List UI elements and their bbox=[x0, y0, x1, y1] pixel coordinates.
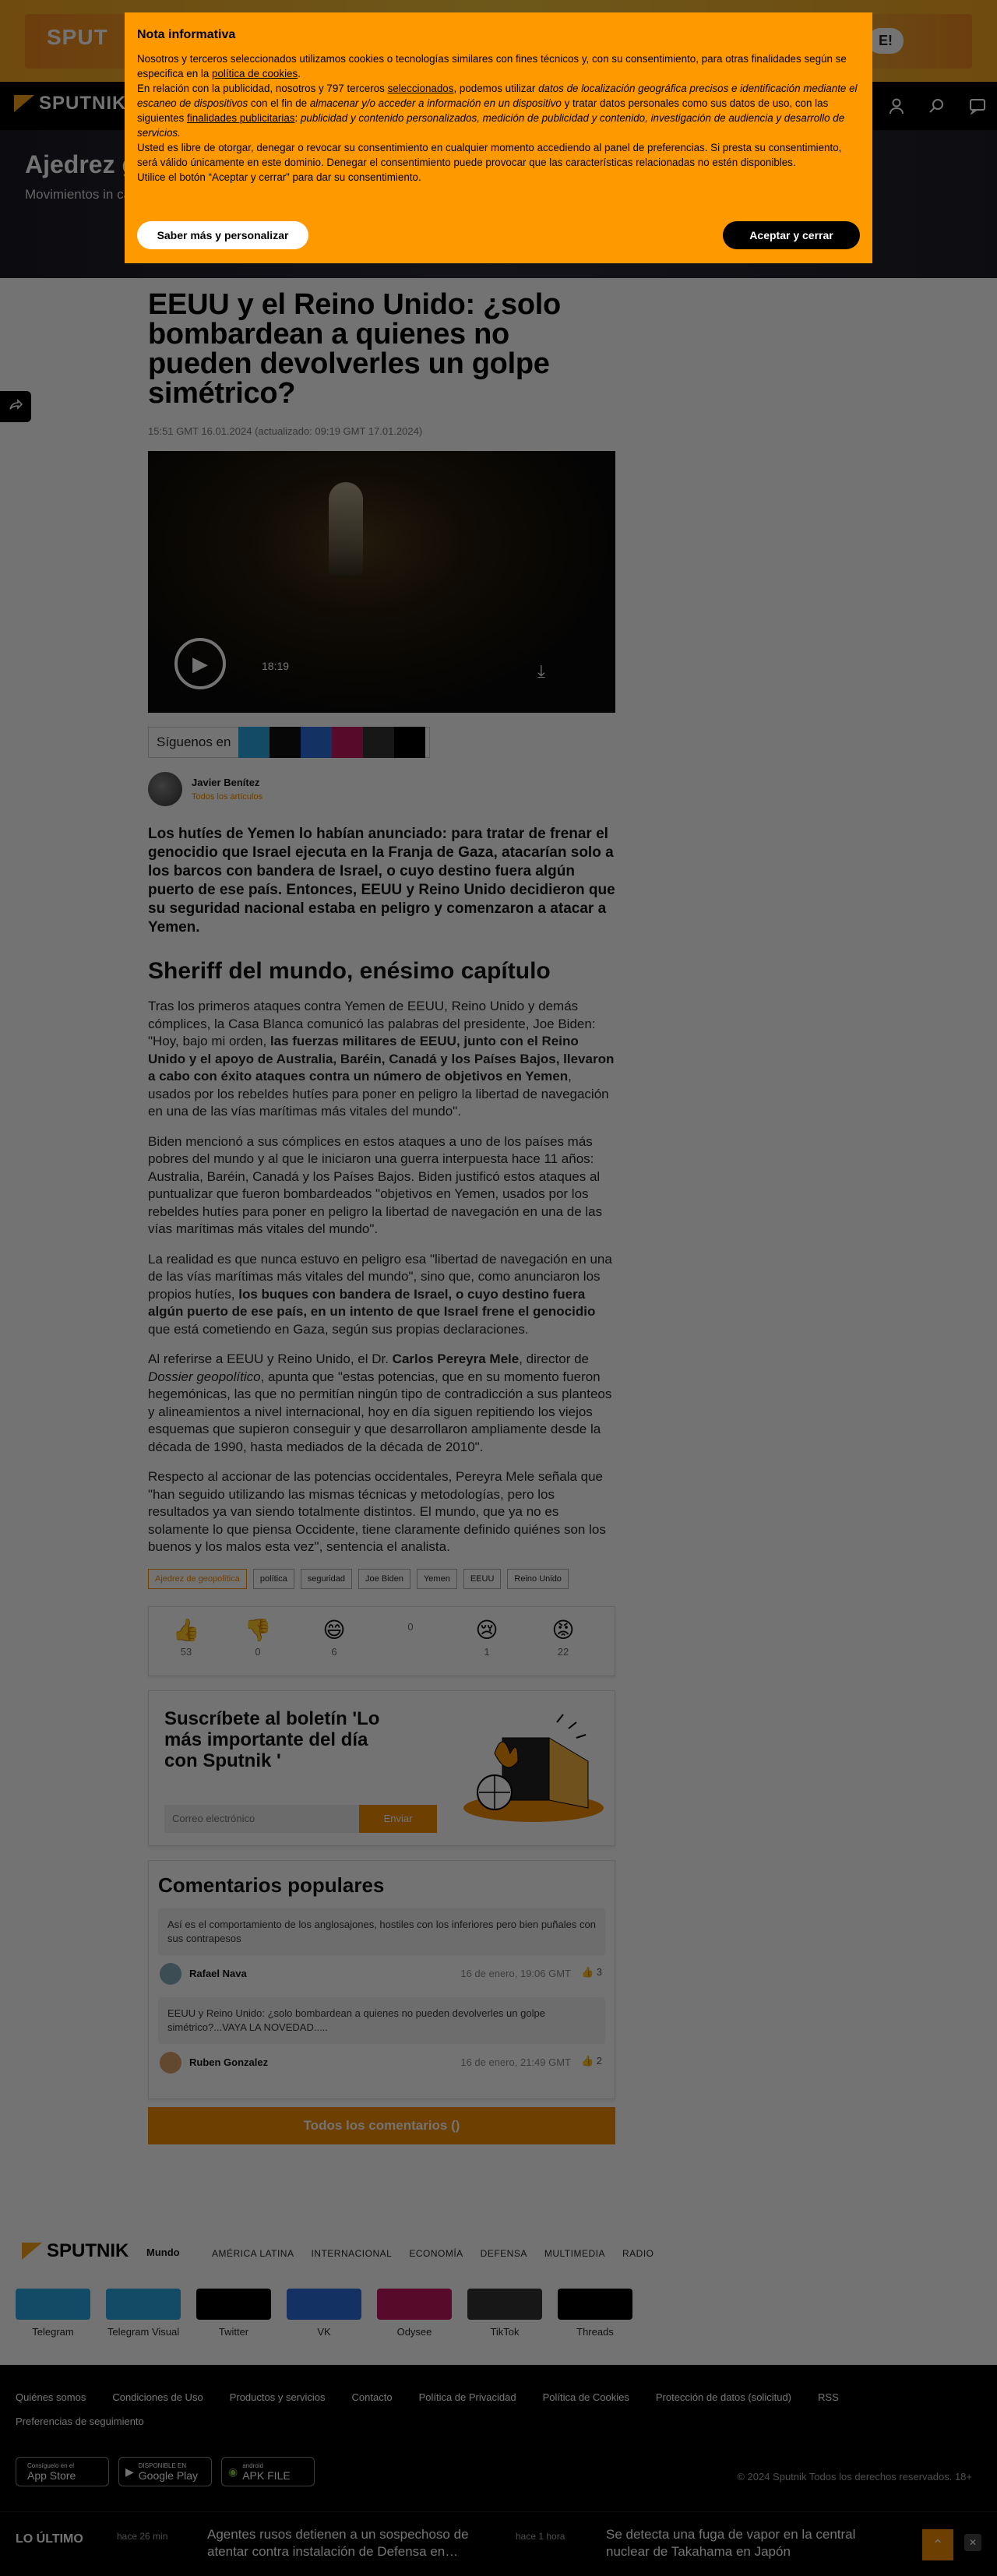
cookie-body: Nosotros y terceros seleccionados utilizamos cookies o tecnologías similares con fines técnicos y, con su consentimiento, para otras finalidades según se especifica en la política de cookies. En relación con la publicidad, nosotros y 797 terceros seleccionados, podemos utilizar datos de localización geográfica precisos e identificación mediante el escaneo de dispositivos con el fin de almacenar y/o acceder a información en un dispositivo y tratar datos personales como sus datos de uso, con las siguientes finalidades publicitarias: publicidad y contenido personalizados, medición de publicidad y contenido, investigación de audiencia y desarrollo de servicios. Usted es libre de otorgar, denegar o revocar su consentimiento en cualquier momento accediendo al panel de preferencias. Si presta su consentimiento, será válido únicamente en este dominio. Denegar el consentimiento puede provocar que las características relacionadas no estén disponibles. Utilice el botón “Aceptar y cerrar” para dar su consentimiento. bbox=[137, 53, 858, 183]
ad-purposes-link[interactable]: finalidades publicitarias bbox=[187, 112, 295, 124]
cookie-dialog bbox=[125, 12, 872, 263]
cookie-title: Nota informativa bbox=[137, 28, 236, 41]
cookie-policy-link[interactable]: política de cookies bbox=[212, 68, 298, 79]
cookie-customize-button[interactable]: Saber más y personalizar bbox=[137, 221, 308, 249]
cookie-accept-button[interactable]: Aceptar y cerrar bbox=[723, 221, 860, 249]
selected-partners-link[interactable]: seleccionados bbox=[387, 83, 454, 94]
